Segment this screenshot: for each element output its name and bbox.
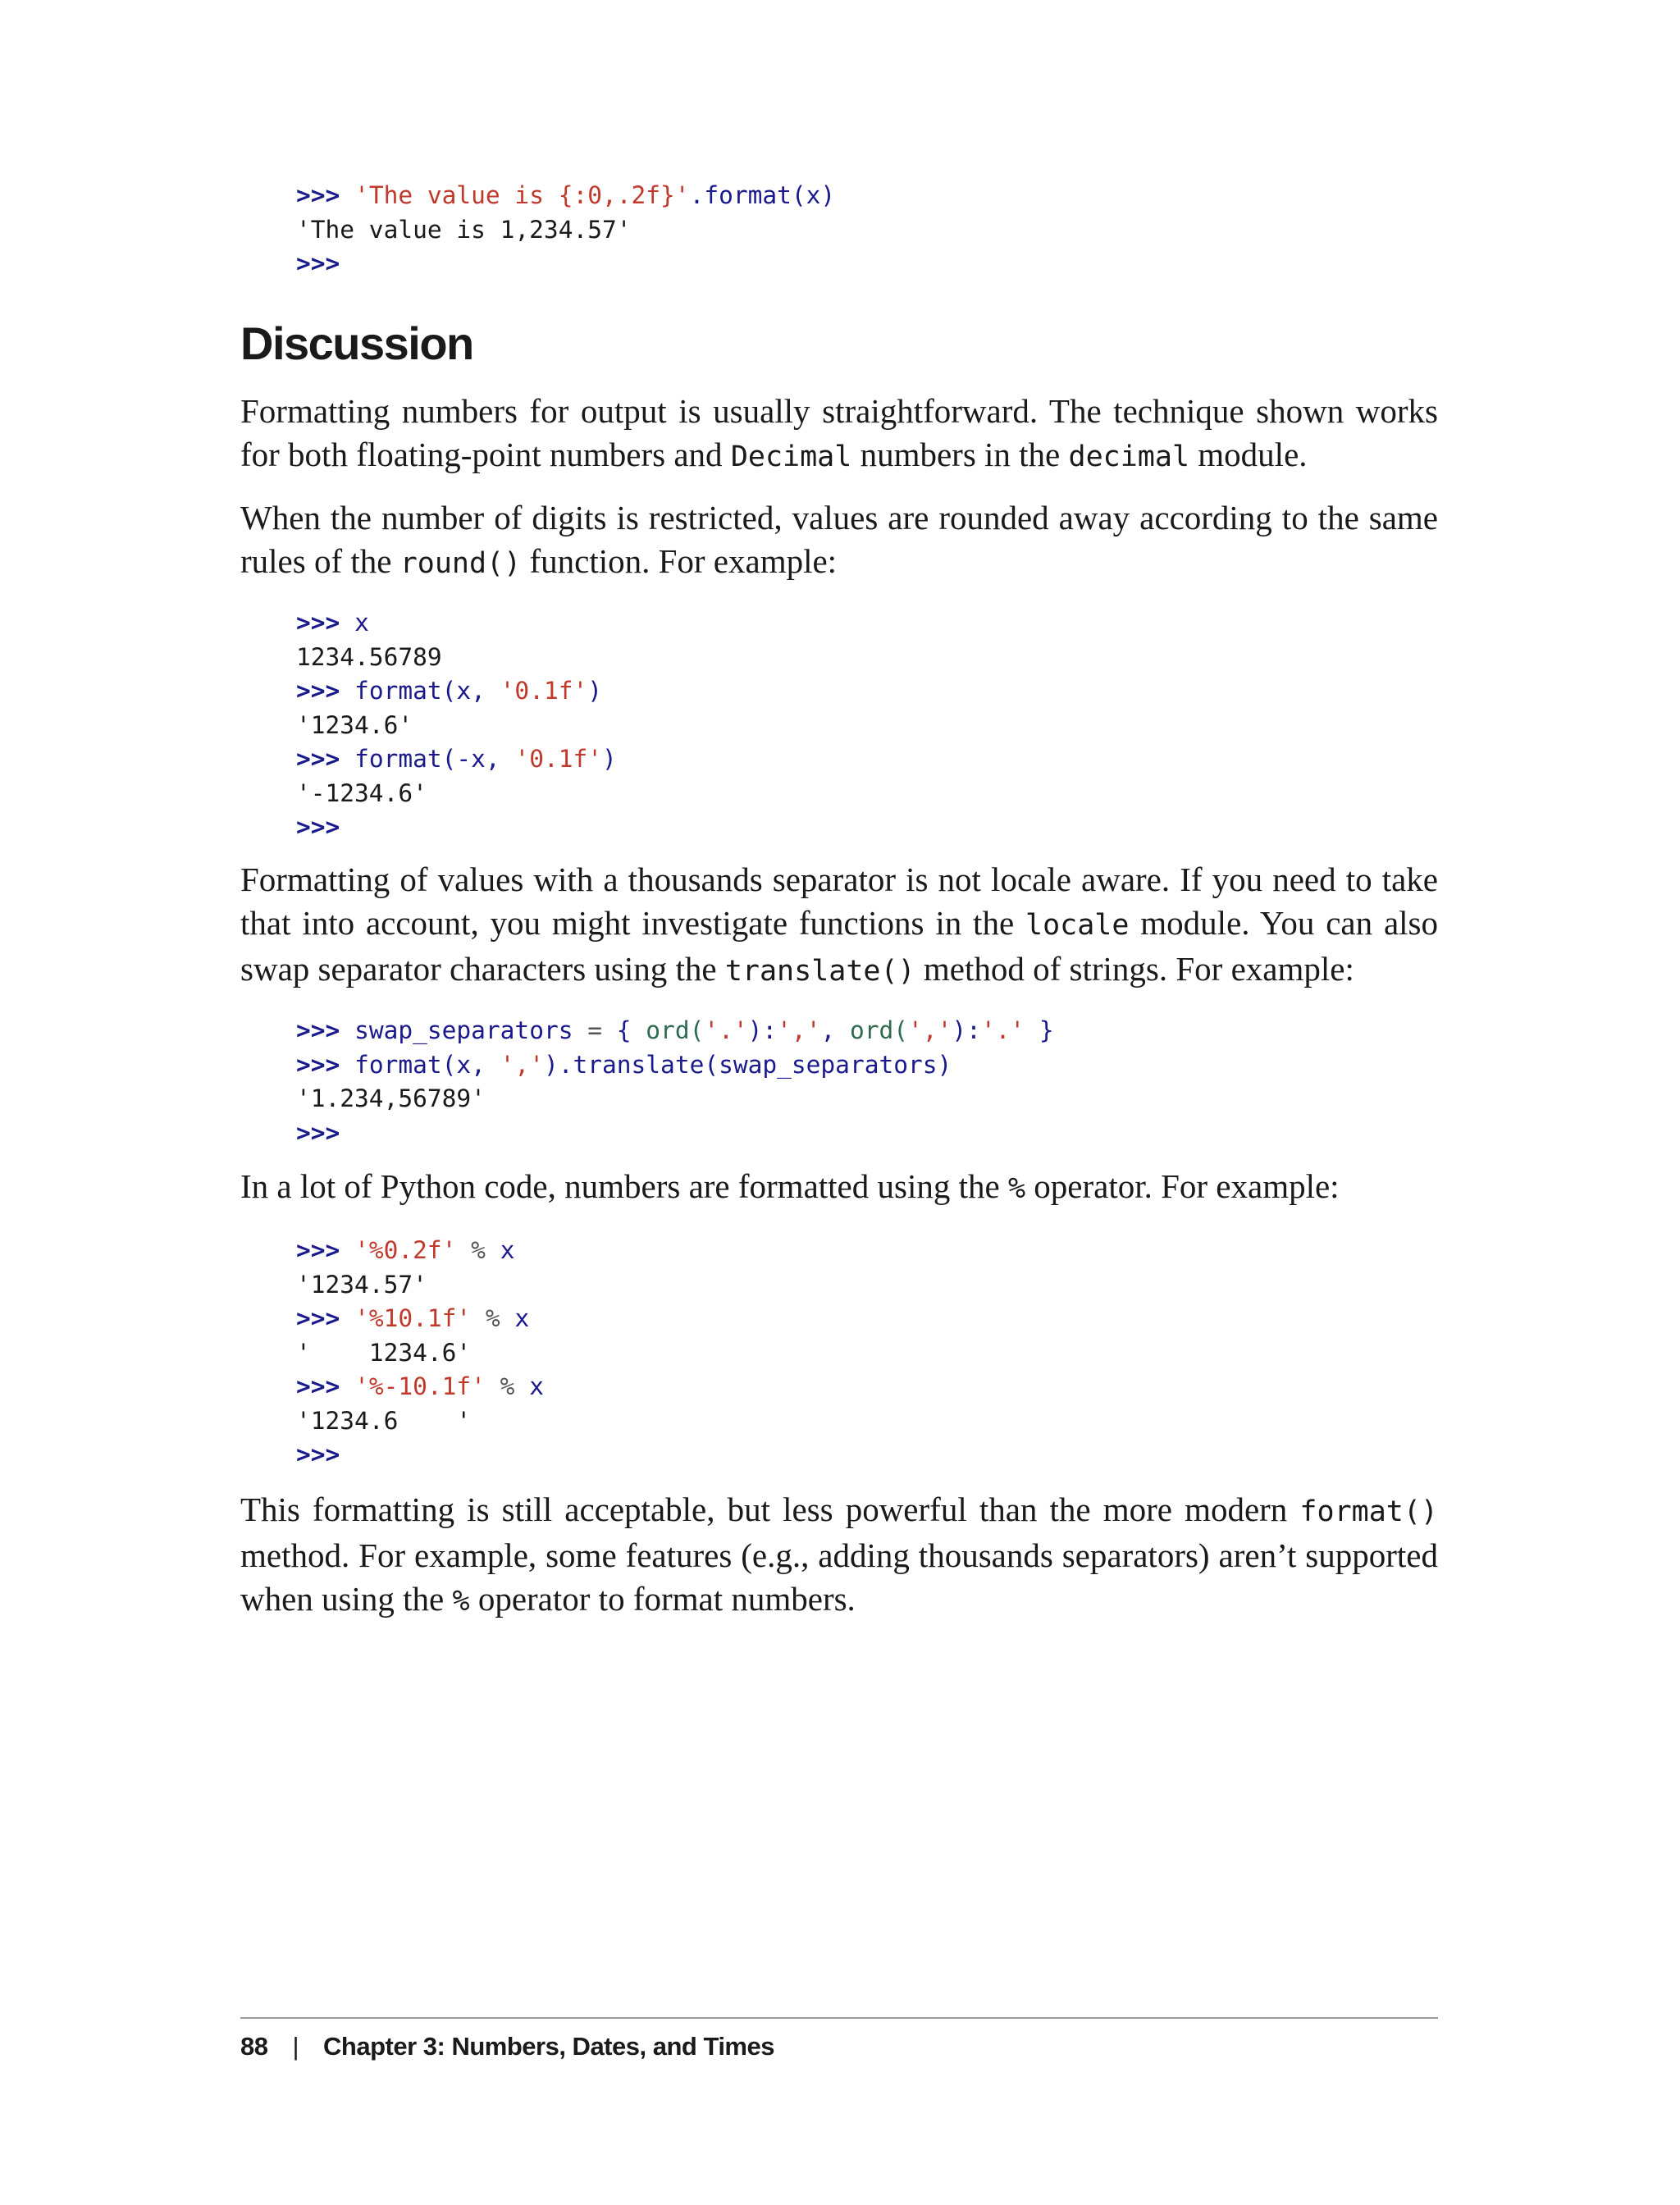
code-token: '.' [980,1016,1025,1044]
code-token: ): [747,1016,778,1044]
code-line [296,1302,544,1336]
paragraph-text: This formatting is still acceptable, but less powerful than the more modern [240,1491,1300,1528]
paragraph-text: operator to format numbers. [469,1580,856,1618]
paragraph-text: In a lot of Python code, numbers are formatted using the [240,1167,1008,1205]
code-token: } [1025,1016,1054,1044]
paragraph-text: method. For example, some features (e.g., adding thousands separators) aren’t supported when using the [240,1536,1438,1618]
paragraph-text: When the number of digits is restricted, values are rounded away according to the same rules of the [240,499,1438,580]
code-block-rounding [296,606,617,845]
code-line [296,247,835,281]
code-line [296,1116,1054,1151]
code-token: ) [602,745,617,773]
code-token: % [456,1236,500,1264]
inline-code: translate() [724,955,915,988]
code-line [296,1234,544,1268]
code-line [296,213,835,248]
code-token: = [587,1016,617,1044]
code-token: ord( [850,1016,909,1044]
code-token: format(-x, [354,745,515,773]
code-line [296,1438,544,1472]
code-token: ',' [908,1016,952,1044]
code-token: format(x, [354,677,500,705]
code-line [296,641,617,675]
paragraph-text: Formatting numbers for output is usually straightforward. The technique shown works for both floating-point numbers and [240,392,1438,473]
repl-prompt: >>> [296,1440,340,1468]
code-token: swap_separators [354,1016,588,1044]
footer-rule [240,2017,1438,2019]
code-output: 'The value is 1,234.57' [296,215,632,244]
code-output: 1234.56789 [296,642,442,671]
inline-code: format() [1299,1495,1438,1528]
code-line [296,1336,544,1371]
inline-code: Decimal [730,441,852,473]
code-line [296,1048,1054,1083]
paragraph-text: module. You can also swap separator characters using the [240,904,1438,988]
code-token: '%0.2f' [354,1236,457,1264]
code-token: ).translate(swap_separators) [543,1050,952,1079]
code-block-percent-format [296,1234,544,1472]
code-line [296,1082,1054,1116]
repl-prompt: >>> [296,1304,340,1332]
repl-prompt: >>> [296,1118,340,1147]
code-line [296,1014,1054,1048]
code-line [296,1370,544,1404]
page-number: 88 [240,2032,268,2061]
code-token: '0.1f' [500,677,588,705]
code-line [296,179,835,213]
code-line [296,810,617,845]
code-block-format-value [296,179,835,281]
code-token: x [500,1236,515,1264]
code-token: x [514,1304,530,1332]
code-line [296,709,617,743]
repl-prompt: >>> [296,813,340,841]
code-output: '1234.57' [296,1270,427,1299]
paragraph-rounding [240,496,1438,586]
paragraph-text: method of strings. For example: [915,950,1354,988]
repl-prompt: >>> [296,1236,340,1264]
code-token: '.' [704,1016,748,1044]
code-token: ',' [500,1050,544,1079]
paragraph-percent-operator [240,1165,1438,1211]
code-line [296,1404,544,1439]
paragraph-formatting-intro [240,390,1438,479]
page-footer [240,2029,774,2065]
code-token: { [616,1016,646,1044]
code-token: '%-10.1f' [354,1372,486,1400]
repl-prompt: >>> [296,677,340,705]
inline-code: decimal [1068,441,1190,473]
footer-separator: | [292,2032,299,2061]
code-token: 'The value is {:0,.2f}' [354,181,690,209]
repl-prompt: >>> [296,181,340,209]
repl-prompt: >>> [296,249,340,277]
code-line [296,742,617,777]
code-token: ): [952,1016,981,1044]
paragraph-text: module. [1189,436,1308,473]
code-token: % [471,1304,515,1332]
code-token: x [529,1372,544,1400]
code-line [296,674,617,709]
code-token: % [485,1372,530,1400]
repl-prompt: >>> [296,609,340,637]
inline-code: % [1007,1172,1026,1205]
code-token: , [820,1016,850,1044]
code-line [296,606,617,641]
code-token: ) [587,677,603,705]
paragraph-text: function. For example: [521,542,838,580]
code-token: x [354,609,369,637]
code-block-swap-separators [296,1014,1054,1150]
code-token: ',' [777,1016,821,1044]
code-line [296,1268,544,1303]
inline-code: round() [399,547,522,580]
paragraph-text: Formatting of values with a thousands separator is not locale aware. If you need to take that into account, you might investigate functions in the [240,861,1438,942]
code-token: '%10.1f' [354,1304,472,1332]
code-token: .format(x) [689,181,836,209]
repl-prompt: >>> [296,1016,340,1044]
repl-prompt: >>> [296,1050,340,1079]
chapter-title: Chapter 3: Numbers, Dates, and Times [323,2032,774,2061]
repl-prompt: >>> [296,745,340,773]
section-heading: Discussion [240,317,473,369]
code-output: '1234.6 ' [296,1406,472,1435]
paragraph-text: operator. For example: [1025,1167,1340,1205]
code-line [296,777,617,811]
inline-code: % [452,1585,470,1618]
code-token: '0.1f' [514,745,603,773]
paragraph-acceptable [240,1488,1438,1623]
code-output: '1.234,56789' [296,1084,486,1112]
code-token: format(x, [354,1050,500,1079]
paragraph-text: numbers in the [851,436,1069,473]
code-output: ' 1234.6' [296,1338,472,1367]
repl-prompt: >>> [296,1372,340,1400]
code-output: '1234.6' [296,710,413,739]
code-output: '-1234.6' [296,778,427,807]
paragraph-locale [240,858,1438,993]
code-token: ord( [646,1016,705,1044]
inline-code: locale [1025,909,1130,942]
